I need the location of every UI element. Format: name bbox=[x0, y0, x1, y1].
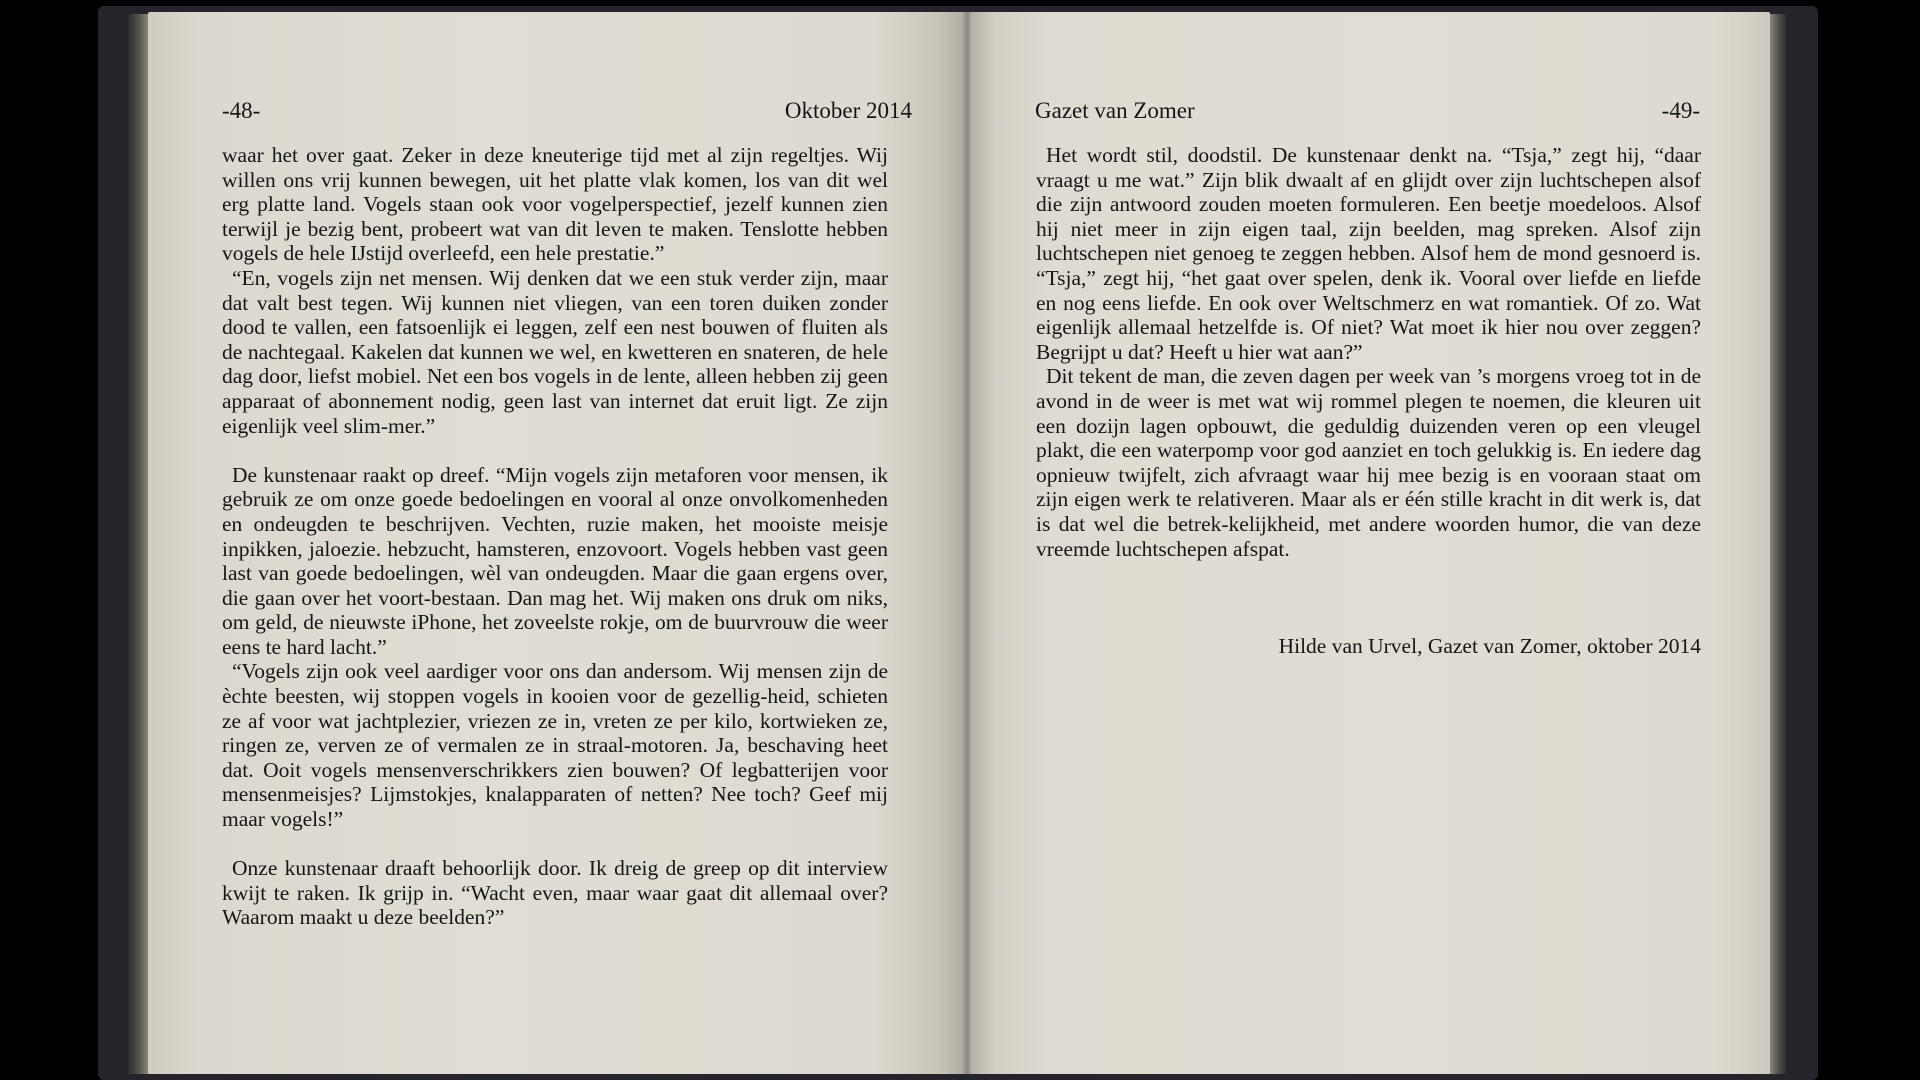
left-page bbox=[148, 12, 970, 1074]
left-page-body bbox=[222, 143, 888, 930]
signature: Hilde van Urvel, Gazet van Zomer, oktober 2014 bbox=[1278, 634, 1701, 658]
right-page bbox=[970, 12, 1770, 1074]
paragraph: “Vogels zijn ook veel aardiger voor ons dan andersom. Wij mensen zijn de èchte beesten, wij stoppen vogels in kooien voor de gezellig-heid, schieten ze af voor wat jachtplezier, vriezen ze in, vreten ze per kilo, kortwieken ze, ringen ze, verven ze of vermalen ze in straal-motoren. Ja, beschaving heet dat. Ooit vogels mensenverschrikkers zien bouwen? Of legbatterijen voor mensenmeisjes? Lijmstokjes, knalapparaten of netten? Nee toch? Geef mij maar vogels!” bbox=[222, 659, 888, 832]
left-page-number: -48- bbox=[222, 98, 261, 123]
paragraph: De kunstenaar raakt op dreef. “Mijn vogels zijn metaforen voor mensen, ik gebruik ze om onze goede bedoelingen en vooral al onze onvolkomenheden en ondeugden te beschrijven. Vechten, ruzie maken, het mooiste meisje inpikken, jaloezie. hebzucht, hamsteren, enzovoort. Vogels hebben vast geen last van goede bedoelingen, wèl van ondeugden. Maar die gaan ergens over, die gaan over het voort-bestaan. Dan mag het. Wij maken ons druk om niks, om geld, de nieuwste iPhone, het zoveelste rokje, om de buurvrouw die weer eens te hard lacht.” bbox=[222, 462, 888, 659]
book-spine bbox=[962, 12, 972, 1074]
paragraph: Onze kunstenaar draaft behoorlijk door. Ik dreig de greep op dit interview kwijt te raken. Ik grijp in. “Wacht even, maar waar gaat dit allemaal over? Waarom maakt u deze beelden?” bbox=[222, 856, 888, 930]
paragraph: Het wordt stil, doodstil. De kunstenaar denkt na. “Tsja,” zegt hij, “daar vraagt u me wat.” Zijn blik dwaalt af en glijdt over zijn luchtschepen alsof die zijn antwoord zouden moeten formuleren. Een beetje moedeloos. Alsof hij niet meer in zijn eigen taal, zijn beelden, mag spreken. Alsof zijn luchtschepen niet genoeg te zeggen hebben. Alsof hem de mond gesnoerd is. “Tsja,” zegt hij, “het gaat over spelen, denk ik. Vooral over liefde en liefde en nog eens liefde. En ook over Weltschmerz en wat romantiek. Of zo. Wat eigenlijk allemaal hetzelfde is. Of niet? Wat moet ik hier nou over zeggen? Begrijpt u dat? Heeft u hier wat aan?” bbox=[1036, 143, 1701, 364]
right-page-body bbox=[1036, 143, 1701, 561]
paragraph: Dit tekent de man, die zeven dagen per week van ’s morgens vroeg tot in de avond in de weer is met wat wij rommel plegen te noemen, die kleuren uit een dozijn lagen opbouwt, die geduldig duizenden veren op een vleugel plakt, die een waterpomp voor god aanziet en toch gelukkig is. En iedere dag opnieuw twijfelt, zich afvraagt waar hij mee bezig is en vooraan staat om zijn eigen werk te relativeren. Maar als er één stille kracht in dit werk is, dat is dat wel die betrek-kelijkheid, met andere woorden humor, die van deze vreemde luchtschepen afspat. bbox=[1036, 364, 1701, 561]
page-edges-right bbox=[1770, 14, 1786, 1074]
left-page-date: Oktober 2014 bbox=[784, 98, 912, 123]
paragraph: waar het over gaat. Zeker in deze kneuterige tijd met al zijn regeltjes. Wij willen ons vrij kunnen bewegen, uit het platte vlak komen, los van dit wel erg platte land. Vogels staan ook voor vogelperspectief, jezelf kunnen zien terwijl je bezig bent, probeert wat van dit leven te maken. Tenslotte hebben vogels de hele IJstijd overleefd, een hele prestatie.” bbox=[222, 143, 888, 266]
page-edges-left bbox=[128, 14, 148, 1074]
paragraph: “En, vogels zijn net mensen. Wij denken dat we een stuk verder zijn, maar dat valt best tegen. Wij kunnen niet vliegen, van een toren duiken zonder dood te vallen, een fatsoenlijk ei leggen, zelf een nest bouwen of fluiten als de nachtegaal. Kakelen dat kunnen we wel, en kwetteren en snateren, de hele dag door, liefst mobiel. Net een bos vogels in de lente, alleen hebben zij geen apparaat of abonnement nodig, geen last van internet dat eruit ligt. Ze zijn eigenlijk veel slim-mer.” bbox=[222, 265, 888, 438]
right-page-number: -49- bbox=[1661, 98, 1700, 123]
right-page-publication: Gazet van Zomer bbox=[1035, 98, 1195, 123]
